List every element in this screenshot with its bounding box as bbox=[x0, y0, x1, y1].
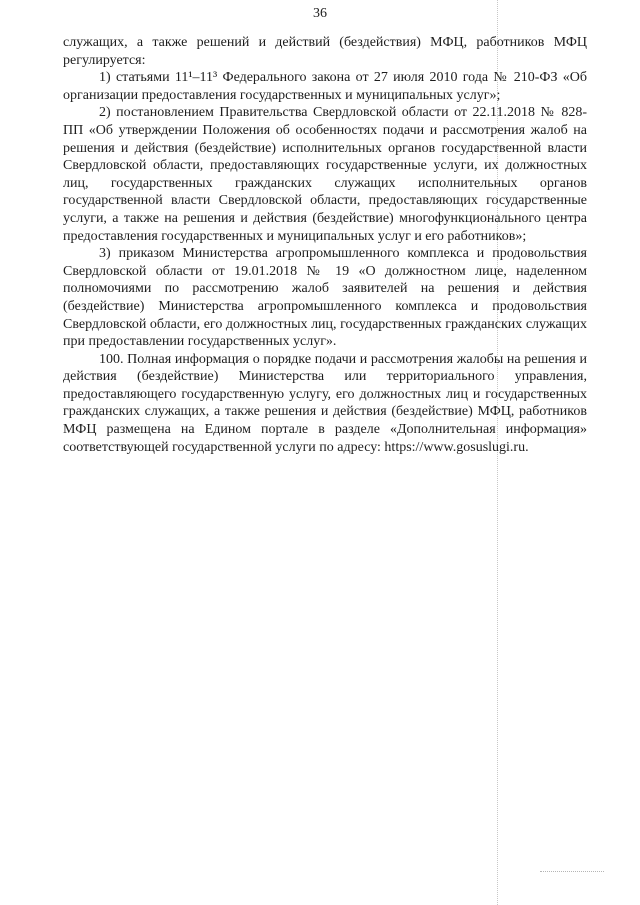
paragraph-100-information: 100. Полная информация о порядке подачи и рассмотрения жалобы на решения и действия (бездействие) Министерства или территориального управления, предоставляющего государственную услугу, его должностных лиц и государственных гражданских служащих, а также решения и действия (бездействие) МФЦ, работников МФЦ размещена на Едином портале в разделе «Дополнительная информация» соответствующей государственной услуги по адресу: https://www.gosuslugi.ru. bbox=[63, 351, 587, 455]
document-body bbox=[63, 34, 587, 456]
paragraph-continuation: служащих, а также решений и действий (бездействия) МФЦ, работников МФЦ регулируется: bbox=[63, 35, 587, 68]
paragraph-item-3-ministry-order: 3) приказом Министерства агропромышленного комплекса и продовольствия Свердловской области от 19.01.2018 № 19 «О должностном лице, наделенном полномочиями по рассмотрению жалоб заявителей на решения и действия (бездействие) Министерства агропромышленного комплекса и продовольствия Свердловской области, его должностных лиц, государственных гражданских служащих при предоставлении государственных услуг». bbox=[63, 246, 587, 350]
page-number: 36 bbox=[313, 6, 327, 21]
paragraph-item-1-federal-law: 1) статьями 11¹–11³ Федерального закона от 27 июля 2010 года № 210-ФЗ «Об организации предоставления государственных и муниципальных услуг»; bbox=[63, 70, 587, 103]
scan-edge-mark bbox=[540, 871, 604, 872]
paragraph-item-2-government-resolution: 2) постановлением Правительства Свердловской области от 22.11.2018 № 828-ПП «Об утверждении Положения об особенностях подачи и рассмотрения жалоб на решения и действия (бездействие) исполнительных органов государственной власти Свердловской области, предоставляющих государственные услуги, их должностных лиц, государственных гражданских служащих исполнительных органов государственной власти Свердловской области, предоставляющих государственные услуги, а также на решения и действия (бездействие) многофункционального центра предоставления государственных и муниципальных услуг и его работников»; bbox=[63, 105, 587, 244]
